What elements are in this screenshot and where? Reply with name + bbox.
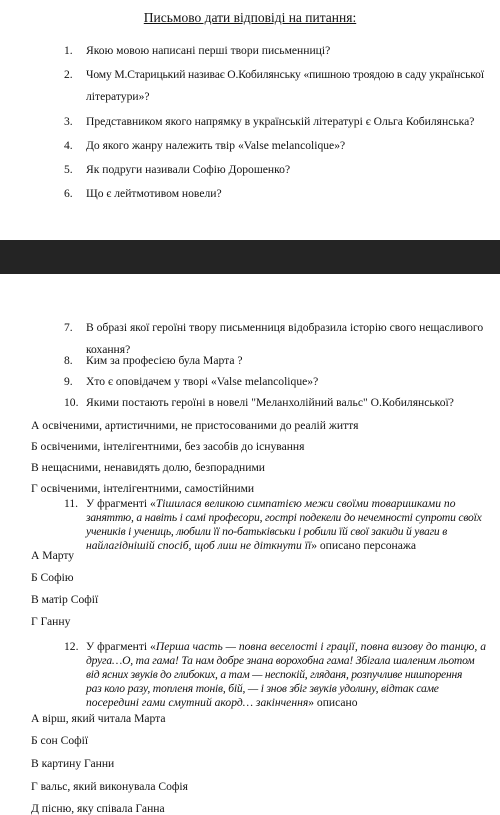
question-number: 6. <box>64 187 73 200</box>
question-text-line-5 <box>86 696 498 710</box>
question-prefix: У фрагменті « <box>86 497 156 510</box>
question-number: 2. <box>64 68 73 81</box>
question-suffix: » описано <box>308 696 358 709</box>
question-number: 5. <box>64 163 73 176</box>
question-text: Представником якого напрямку в українській літературі є Ольга Кобилянська? <box>86 115 475 128</box>
page-title: Письмово дати відповіді на питання: <box>143 10 357 25</box>
q11-option-a: А Марту <box>31 549 75 562</box>
quote-line-2: заняттю, а навіть і самі професори, гострі подекели до нечемності супроти своїх <box>86 511 482 524</box>
question-11 <box>64 497 498 555</box>
q11-option-c: В матір Софії <box>31 593 99 606</box>
question-suffix: » описано персонажа <box>311 539 417 552</box>
question-text-line-2: кохання? <box>86 343 131 356</box>
question-number: 4. <box>64 139 73 152</box>
question-text: До якого жанру належить твір «Valse melancolique»? <box>86 139 346 152</box>
question-text: Якою мовою написані перші твори письменниці? <box>86 44 331 57</box>
question-text: Ким за професією була Марта ? <box>86 354 243 367</box>
question-number: 10. <box>64 396 79 409</box>
q10-option-b: Б освіченими, інтелігентними, без засобів до існування <box>31 440 305 453</box>
question-text: Хто є оповідачем у творі «Valse melancolique»? <box>86 375 319 388</box>
question-2 <box>64 66 498 106</box>
question-text-line-1 <box>86 497 498 511</box>
q12-option-d: Г вальс, який виконувала Софія <box>31 780 188 793</box>
question-text-line-1 <box>86 640 498 654</box>
question-number: 9. <box>64 375 73 388</box>
question-text: Що є лейтмотивом новели? <box>86 187 222 200</box>
question-text-line-1: Чому М.Старицький називає О.Кобилянську «пишною троядою в саду української <box>86 68 484 81</box>
question-text-line-1: В образі якої героїні твору письменниця відобразила історію свого нещасливого <box>86 321 484 334</box>
q10-option-c: В нещасними, ненавидять долю, безпорадними <box>31 461 266 474</box>
q11-option-b: Б Софію <box>31 571 74 584</box>
question-text-line-2: літератури»? <box>86 90 150 103</box>
quote-line-3: учеників і учениць, любили її по-батьківськи і робили їй свої закиди й уваги в <box>86 525 448 538</box>
q10-option-a: А освіченими, артистичними, не пристосованими до реалій життя <box>31 419 359 432</box>
q10-option-d: Г освіченими, інтелігентними, самостійними <box>31 482 255 495</box>
question-text-line-4 <box>86 539 498 553</box>
q12-option-c: В картину Ганни <box>31 757 115 770</box>
quote-line-1: Перша часть — повна веселості і грації, повна визову до танцю, а <box>155 640 487 653</box>
question-number: 7. <box>64 321 73 334</box>
question-prefix: У фрагменті « <box>86 640 156 653</box>
q11-option-d: Г Ганну <box>31 615 71 628</box>
question-12 <box>64 640 498 714</box>
quote-line-5: посередині гами смутний акорд… закінчення <box>86 696 309 709</box>
question-number: 12. <box>64 640 79 653</box>
question-number: 11. <box>64 497 79 510</box>
question-number: 1. <box>64 44 73 57</box>
question-number: 3. <box>64 115 73 128</box>
worksheet-page-2 <box>0 274 500 815</box>
q12-option-e: Д пісню, яку співала Ганна <box>31 802 165 815</box>
q12-option-a: А вірш, який читала Марта <box>31 712 166 725</box>
page-divider <box>0 240 500 274</box>
question-text: Як подруги називали Софію Дорошенко? <box>86 163 291 176</box>
quote-line-4: найлагіднішій спосіб, щоб лиш не діткнути її <box>86 539 312 552</box>
question-text: Якими постають героїні в новелі "Меланхолійний вальс" О.Кобилянської? <box>86 396 454 409</box>
quote-line-2: друга…О, та гама! Та нам добре знана ворохобна гама! Збігала шаленим льотом <box>86 654 475 667</box>
question-number: 8. <box>64 354 73 367</box>
quote-line-3: від ясних звуків до глибоких, а там — неспокій, гляданя, розпучливе нишпорення <box>86 668 463 681</box>
quote-line-4: раз коло разу, топленя тонів, бій, — і знов збіг звуків удолину, відтак саме <box>86 682 439 695</box>
q12-option-b: Б сон Софії <box>31 734 89 747</box>
worksheet-page-1 <box>0 0 500 240</box>
quote-line-1: Тішилася великою симпатією межи своїми товаришками по <box>155 497 456 510</box>
